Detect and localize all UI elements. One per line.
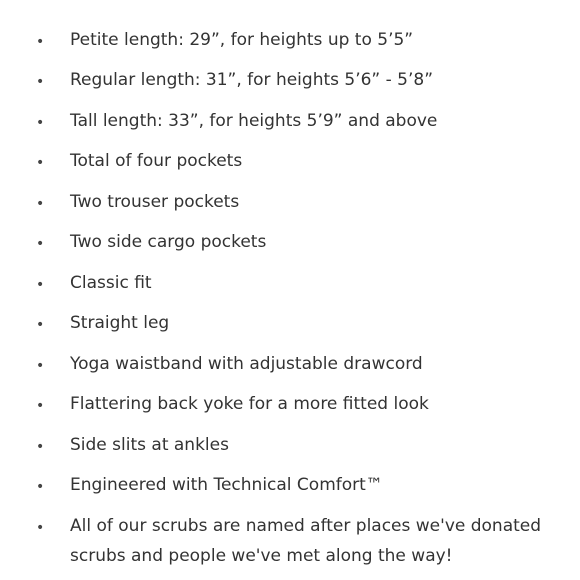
feature-text: Two side cargo pockets bbox=[70, 232, 267, 252]
bullet-icon: • bbox=[36, 317, 45, 333]
feature-text: Engineered with Technical Comfort™ bbox=[70, 475, 383, 495]
feature-text: Two trouser pockets bbox=[70, 192, 240, 212]
bullet-icon: • bbox=[36, 439, 45, 455]
bullet-icon: • bbox=[36, 358, 45, 374]
feature-text: Classic fit bbox=[70, 273, 152, 293]
feature-text: Side slits at ankles bbox=[70, 435, 229, 455]
feature-text: Regular length: 31”, for heights 5’6” - 5’8” bbox=[70, 70, 434, 90]
feature-text: Tall length: 33”, for heights 5’9” and above bbox=[70, 111, 438, 131]
bullet-icon: • bbox=[36, 115, 45, 131]
bullet-icon: • bbox=[36, 398, 45, 414]
feature-text: All of our scrubs are named after places we've donated scrubs and people we've met along the way! bbox=[70, 516, 542, 566]
bullet-icon: • bbox=[36, 155, 45, 171]
list-item bbox=[0, 516, 580, 580]
feature-text: Total of four pockets bbox=[70, 151, 243, 171]
feature-text: Flattering back yoke for a more fitted look bbox=[70, 394, 429, 414]
feature-text: Petite length: 29”, for heights up to 5’5” bbox=[70, 30, 414, 50]
bullet-icon: • bbox=[36, 34, 45, 50]
bullet-icon: • bbox=[36, 236, 45, 252]
bullet-icon: • bbox=[36, 74, 45, 90]
bullet-icon: • bbox=[36, 196, 45, 212]
bullet-icon: • bbox=[36, 277, 45, 293]
feature-text: Straight leg bbox=[70, 313, 170, 333]
bullet-icon: • bbox=[36, 479, 45, 495]
bullet-icon: • bbox=[36, 520, 45, 536]
feature-text: Yoga waistband with adjustable drawcord bbox=[70, 354, 423, 374]
